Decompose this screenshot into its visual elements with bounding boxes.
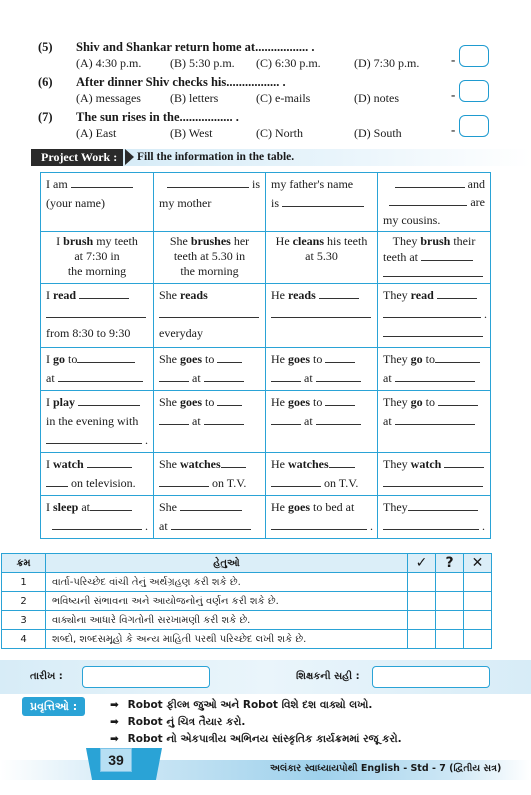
- cross-cell[interactable]: [464, 611, 492, 630]
- table-cell[interactable]: She brushes her teeth at 5.30 in the morning: [154, 232, 266, 284]
- table-cell[interactable]: They brush their teeth at: [378, 232, 491, 284]
- table-cell[interactable]: They go to at: [378, 348, 491, 391]
- arrow-right-icon: [125, 149, 134, 165]
- serial-header: ક્રમ: [2, 554, 46, 573]
- answer-box-6[interactable]: [459, 80, 489, 102]
- option-d: (D) South: [354, 126, 402, 140]
- objectives-title: હેતુઓ: [46, 554, 408, 573]
- table-row: [41, 453, 491, 496]
- answer-dash: -: [451, 52, 456, 67]
- question-options: [76, 91, 444, 106]
- table-row: [41, 391, 491, 453]
- option-a: (A) 4:30 p.m.: [76, 56, 142, 70]
- activity-item: ➡ Robot નું ચિત્ર તૈયાર કરો.: [110, 716, 246, 728]
- question-number: (6): [38, 75, 53, 89]
- question-stem: Shiv and Shankar return home at................. .: [76, 40, 315, 54]
- option-c: (C) 6:30 p.m.: [256, 56, 321, 70]
- table-cell[interactable]: my father's name is: [266, 173, 378, 232]
- table-row: [41, 348, 491, 391]
- objective-number: 3: [2, 611, 46, 630]
- page-number: 39: [100, 748, 132, 772]
- question-icon: ?: [436, 554, 464, 573]
- question-options: [76, 126, 444, 141]
- mcq-question: [38, 110, 478, 145]
- activities-label: પ્રવૃત્તિઓ :: [22, 697, 85, 716]
- answer-box-7[interactable]: [459, 115, 489, 137]
- objective-row: [2, 592, 492, 611]
- table-cell[interactable]: They go to at: [378, 391, 491, 453]
- tick-cell[interactable]: [408, 592, 436, 611]
- date-label: તારીખ :: [30, 671, 63, 682]
- table-cell[interactable]: He goes to at: [266, 348, 378, 391]
- table-cell[interactable]: She goes to at: [154, 391, 266, 453]
- table-row: [41, 232, 491, 284]
- option-c: (C) e-mails: [256, 91, 311, 105]
- table-cell[interactable]: I go to at: [41, 348, 154, 391]
- table-cell[interactable]: I brush my teeth at 7:30 in the morning: [41, 232, 154, 284]
- objective-text: વાક્યોના આધારે વિગતોની સરખામણી કરી શકે છે.: [46, 611, 408, 630]
- question-number: (7): [38, 110, 53, 124]
- table-cell[interactable]: She at: [154, 496, 266, 539]
- objective-number: 4: [2, 630, 46, 649]
- question-cell[interactable]: [436, 630, 464, 649]
- table-cell[interactable]: They .: [378, 496, 491, 539]
- table-cell[interactable]: She watches on T.V.: [154, 453, 266, 496]
- table-cell[interactable]: He reads: [266, 284, 378, 348]
- tick-icon: ✓: [408, 554, 436, 573]
- project-table: [40, 172, 491, 539]
- tick-cell[interactable]: [408, 611, 436, 630]
- question-stem: After dinner Shiv checks his................. .: [76, 75, 286, 89]
- option-d: (D) 7:30 p.m.: [354, 56, 420, 70]
- mcq-question: [38, 75, 478, 110]
- table-row: [41, 284, 491, 348]
- objective-text: ભવિષ્યની સંભાવના અને આયોજનોનું વર્ણન કરી શકે છે.: [46, 592, 408, 611]
- table-cell[interactable]: They read .: [378, 284, 491, 348]
- table-cell[interactable]: I watch on television.: [41, 453, 154, 496]
- table-cell[interactable]: I sleep at .: [41, 496, 154, 539]
- question-cell[interactable]: [436, 611, 464, 630]
- cross-cell[interactable]: [464, 592, 492, 611]
- table-cell[interactable]: She reads everyday: [154, 284, 266, 348]
- question-number: (5): [38, 40, 53, 54]
- table-cell[interactable]: He watches on T.V.: [266, 453, 378, 496]
- project-work-instruction: Fill the information in the table.: [137, 151, 295, 163]
- answer-dash: -: [451, 87, 456, 102]
- table-cell[interactable]: I am (your name): [41, 173, 154, 232]
- objective-row: [2, 630, 492, 649]
- question-options: [76, 56, 444, 71]
- option-a: (A) messages: [76, 91, 141, 105]
- answer-box-5[interactable]: [459, 45, 489, 67]
- table-cell[interactable]: and are my cousins.: [378, 173, 491, 232]
- arrow-right-icon: ➡: [110, 716, 119, 728]
- option-b: (B) West: [170, 126, 213, 140]
- arrow-right-icon: ➡: [110, 733, 119, 745]
- question-cell[interactable]: [436, 592, 464, 611]
- tick-cell[interactable]: [408, 573, 436, 592]
- sign-label: શિક્ષકની સહી :: [296, 671, 360, 682]
- activity-item: ➡ Robot ફીલ્મ જુઓ અને Robot વિશે દશ વાક્યો લખો.: [110, 699, 373, 711]
- table-cell[interactable]: He cleans his teeth at 5.30: [266, 232, 378, 284]
- table-cell[interactable]: He goes to at: [266, 391, 378, 453]
- table-row: [41, 173, 491, 232]
- objective-row: [2, 611, 492, 630]
- cross-cell[interactable]: [464, 630, 492, 649]
- project-work-label: Project Work :: [31, 149, 123, 166]
- objectives-table: [1, 553, 492, 649]
- teacher-sign-field[interactable]: [372, 666, 490, 688]
- cross-icon: ✕: [464, 554, 492, 573]
- objective-number: 1: [2, 573, 46, 592]
- book-title: અલંકાર સ્વાધ્યાયપોથી English - Std - 7 (દ્વિતીય સત્ર): [270, 763, 502, 774]
- objective-row: [2, 573, 492, 592]
- table-cell[interactable]: They watch: [378, 453, 491, 496]
- option-b: (B) letters: [170, 91, 219, 105]
- option-c: (C) North: [256, 126, 303, 140]
- tick-cell[interactable]: [408, 630, 436, 649]
- table-cell[interactable]: I play in the evening with .: [41, 391, 154, 453]
- table-row: [41, 496, 491, 539]
- option-a: (A) East: [76, 126, 117, 140]
- mcq-section: [38, 40, 478, 145]
- table-cell[interactable]: She goes to at: [154, 348, 266, 391]
- objective-text: શબ્દો, શબ્દસમૂહો કે અન્ય માહિતી પરથી પરિચ્છેદ લખી શકે છે.: [46, 630, 408, 649]
- objective-text: વાર્તા-પરિચ્છેદ વાંચી તેનું અર્થગ્રહણ કરી શકે છે.: [46, 573, 408, 592]
- answer-dash: -: [451, 122, 456, 137]
- cross-cell[interactable]: [464, 573, 492, 592]
- mcq-question: [38, 40, 478, 75]
- table-cell[interactable]: He goes to bed at .: [266, 496, 378, 539]
- date-field[interactable]: [82, 666, 210, 688]
- table-cell[interactable]: is my mother: [154, 173, 266, 232]
- objective-number: 2: [2, 592, 46, 611]
- option-d: (D) notes: [354, 91, 399, 105]
- arrow-right-icon: ➡: [110, 699, 119, 711]
- objectives-header-row: [2, 554, 492, 573]
- question-cell[interactable]: [436, 573, 464, 592]
- question-stem: The sun rises in the................. .: [76, 110, 239, 124]
- option-b: (B) 5:30 p.m.: [170, 56, 235, 70]
- activity-item: ➡ Robot નો એકપાત્રીય અભિનય સાંસ્કૃતિક કાર્યક્રમમાં રજૂ કરો.: [110, 733, 402, 745]
- table-cell[interactable]: I read from 8:30 to 9:30: [41, 284, 154, 348]
